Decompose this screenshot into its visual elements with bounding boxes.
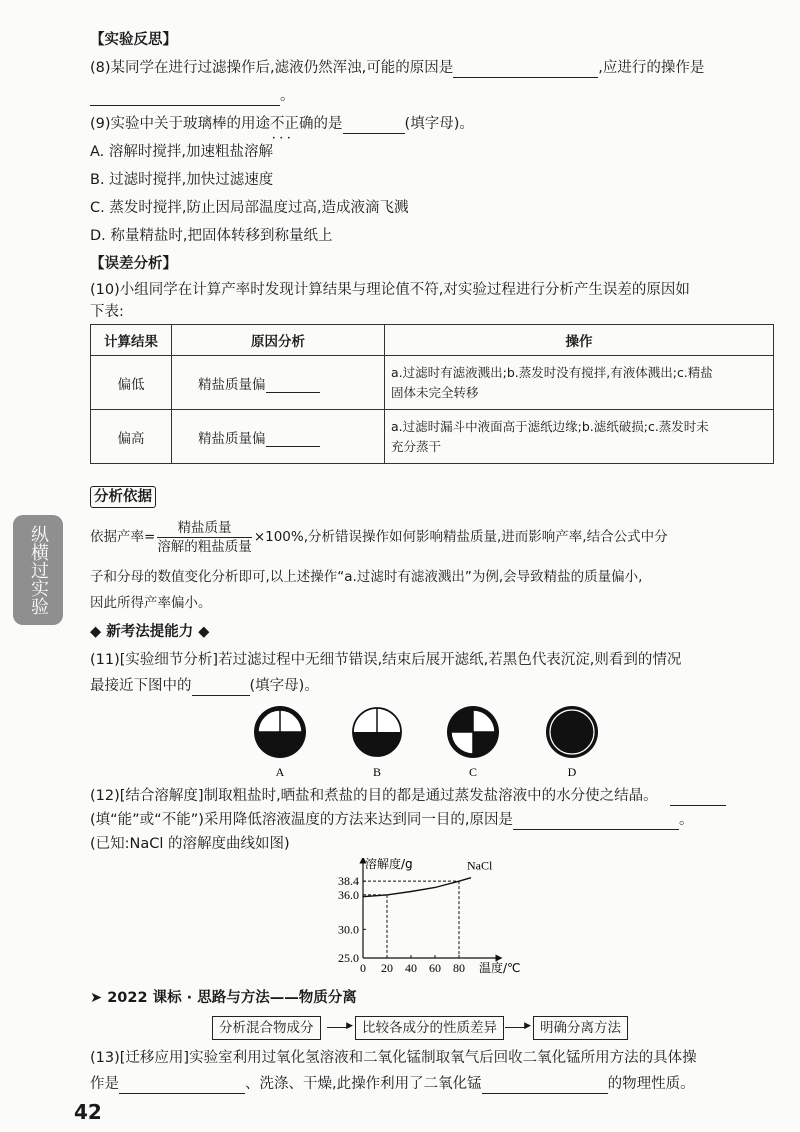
reason-blank[interactable] — [266, 430, 320, 447]
error-heading: 【误差分析】 — [90, 256, 177, 272]
op-line: 固体未完全转移 — [391, 384, 479, 400]
table-cell-result: 偏低 — [91, 356, 172, 410]
q11-line-2 — [90, 676, 319, 696]
q12-line-2 — [90, 810, 693, 830]
question-8-cont — [90, 86, 295, 106]
q12-end: 。 — [678, 812, 694, 828]
q8-blank-2[interactable] — [90, 89, 280, 106]
table-row — [91, 410, 774, 464]
y-tick-label: 38.4 — [338, 874, 359, 889]
curve-label: NaCl — [467, 858, 493, 873]
y-tick-label: 25.0 — [338, 951, 359, 965]
reflection-heading: 【实验反思】 — [90, 32, 177, 48]
reason-blank[interactable] — [266, 376, 320, 393]
q8-text-2: ,应进行的操作是 — [598, 60, 705, 76]
q8-blank-1[interactable] — [453, 61, 598, 78]
flow-step-3: 明确分离方法 — [533, 1016, 628, 1040]
q9-option-c: C. 蒸发时搅拌,防止因局部温度过高,造成液滴飞溅 — [90, 200, 409, 216]
new-exam-heading: ◆ 新考法提能力 ◆ — [90, 624, 210, 640]
side-tab: 纵横过实验 — [13, 515, 63, 625]
q8-text: (8)某同学在进行过滤操作后,滤液仍然浑浊,可能的原因是 — [90, 60, 454, 76]
y-tick-label: 36.0 — [338, 887, 359, 902]
q12-line-1 — [90, 786, 726, 806]
fraction-denominator: 溶解的粗盐质量 — [157, 538, 252, 555]
nacl-solubility-curve — [363, 878, 471, 897]
filter-paper-b — [353, 708, 401, 756]
q12-text: (12)[结合溶解度]制取粗盐时,晒盐和煮盐的目的都是通过蒸发盐溶液中的水分使之结晶。 — [90, 788, 658, 804]
table-header-row — [91, 325, 774, 356]
q9-option-a: A. 溶解时搅拌,加速粗盐溶解 — [90, 144, 273, 160]
x-tick-label: 80 — [453, 961, 465, 975]
q11-line-1: (11)[实验细节分析]若过滤过程中无细节错误,结束后展开滤纸,若黑色代表沉淀,则看到的情况 — [90, 652, 682, 668]
basis-prefix: 依据产率= — [90, 529, 156, 545]
q9-text-3: (填字母)。 — [404, 116, 474, 132]
flow-arrow: ▶ — [505, 1027, 527, 1028]
reason-text: 精盐质量偏 — [198, 376, 266, 393]
filter-paper-a — [254, 706, 306, 758]
q9-emphasis: 不正确 • • • — [270, 116, 314, 132]
flow-step-1: 分析混合物成分 — [212, 1016, 321, 1040]
table-cell-reason — [172, 410, 385, 464]
x-tick-label: 60 — [429, 961, 441, 975]
op-line: a.过滤时有滤液溅出;b.蒸发时没有搅拌,有液体溅出;c.精盐 — [391, 364, 713, 380]
q13-blank-2[interactable] — [482, 1077, 608, 1094]
filter-paper-figure — [250, 700, 620, 780]
basis-formula-line — [90, 518, 668, 556]
x-tick-label: 20 — [381, 961, 393, 975]
table-header: 原因分析 — [172, 325, 385, 356]
q10-line-1: (10)小组同学在计算产率时发现计算结果与理论值不符,对实验过程进行分析产生误差的原因如 — [90, 282, 690, 298]
q13-blank-1[interactable] — [119, 1077, 245, 1094]
q11-blank[interactable] — [192, 679, 250, 696]
standard-heading — [90, 988, 357, 1008]
table-cell-reason — [172, 356, 385, 410]
label-c: C — [468, 765, 478, 779]
x-axis-label: 温度/℃ — [479, 961, 521, 975]
q9-option-d: D. 称量精盐时,把固体转移到称量纸上 — [90, 228, 333, 244]
q13-line-2 — [90, 1074, 695, 1094]
reason-text: 精盐质量偏 — [198, 430, 266, 447]
x-tick-label: 40 — [405, 961, 417, 975]
table-header: 计算结果 — [91, 325, 172, 356]
solubility-chart — [315, 858, 525, 976]
basis-suffix: ×100%,分析错误操作如何影响精盐质量,进而影响产率,结合公式中分 — [253, 529, 668, 545]
q10-line-2: 下表: — [90, 304, 124, 320]
y-tick-label: 30.0 — [338, 922, 359, 937]
q9-text: (9)实验中关于玻璃棒的用途 — [90, 116, 271, 132]
label-d: D — [567, 765, 577, 779]
q11-text: 最接近下图中的 — [90, 678, 192, 694]
yield-fraction — [157, 519, 252, 556]
q9-option-b: B. 过滤时搅拌,加快过滤速度 — [90, 172, 274, 188]
table-header: 操作 — [385, 325, 774, 356]
q12-line-3: (已知:NaCl 的溶解度曲线如图) — [90, 836, 290, 852]
fraction-numerator: 精盐质量 — [157, 519, 252, 538]
op-line: a.过滤时漏斗中液面高于滤纸边缘;b.滤纸破损;c.蒸发时未 — [391, 418, 709, 434]
table-cell-result: 偏高 — [91, 410, 172, 464]
q11-text-2: (填字母)。 — [249, 678, 319, 694]
error-table — [90, 324, 774, 464]
y-axis-label: 溶解度/g — [365, 858, 413, 871]
basis-line-3: 因此所得产率偏小。 — [90, 595, 212, 611]
label-b: B — [372, 765, 382, 779]
filter-paper-d — [546, 706, 598, 758]
q13-text-2: 、洗涤、干燥,此操作利用了二氧化锰 — [245, 1076, 482, 1092]
q12-blank-2[interactable] — [513, 813, 679, 830]
op-line: 充分蒸干 — [391, 438, 442, 454]
page-number: 42 — [74, 1100, 102, 1124]
q9-text-2: 的是 — [313, 116, 343, 132]
label-a: A — [275, 765, 285, 779]
table-row — [91, 356, 774, 410]
arrow-icon: ➤ — [90, 990, 108, 1006]
q13-line-1: (13)[迁移应用]实验室利用过氧化氢溶液和二氧化锰制取氧气后回收二氧化锰所用方法的具体操 — [90, 1050, 697, 1066]
question-9 — [90, 114, 474, 134]
flow-arrow: ▶ — [327, 1027, 349, 1028]
table-cell-op — [385, 356, 774, 410]
standard-title: 2022 课标 · 思路与方法——物质分离 — [107, 990, 357, 1006]
q12-blank-1[interactable] — [670, 789, 726, 806]
q12-text-2: (填“能”或“不能”)采用降低溶液温度的方法来达到同一目的,原因是 — [90, 812, 513, 828]
basis-tag: 分析依据 — [90, 486, 156, 508]
q8-end: 。 — [280, 88, 295, 104]
q9-blank[interactable] — [343, 117, 405, 134]
filter-paper-c — [447, 706, 499, 758]
x-tick-label: 0 — [360, 961, 366, 975]
basis-line-2: 子和分母的数值变化分析即可,以上述操作“a.过滤时有滤液溅出”为例,会导致精盐的质量偏小, — [90, 569, 643, 585]
flow-step-2: 比较各成分的性质差异 — [355, 1016, 504, 1040]
table-cell-op — [385, 410, 774, 464]
q13-text-3: 的物理性质。 — [607, 1076, 695, 1092]
q13-text: 作是 — [90, 1076, 119, 1092]
question-8 — [90, 58, 704, 78]
